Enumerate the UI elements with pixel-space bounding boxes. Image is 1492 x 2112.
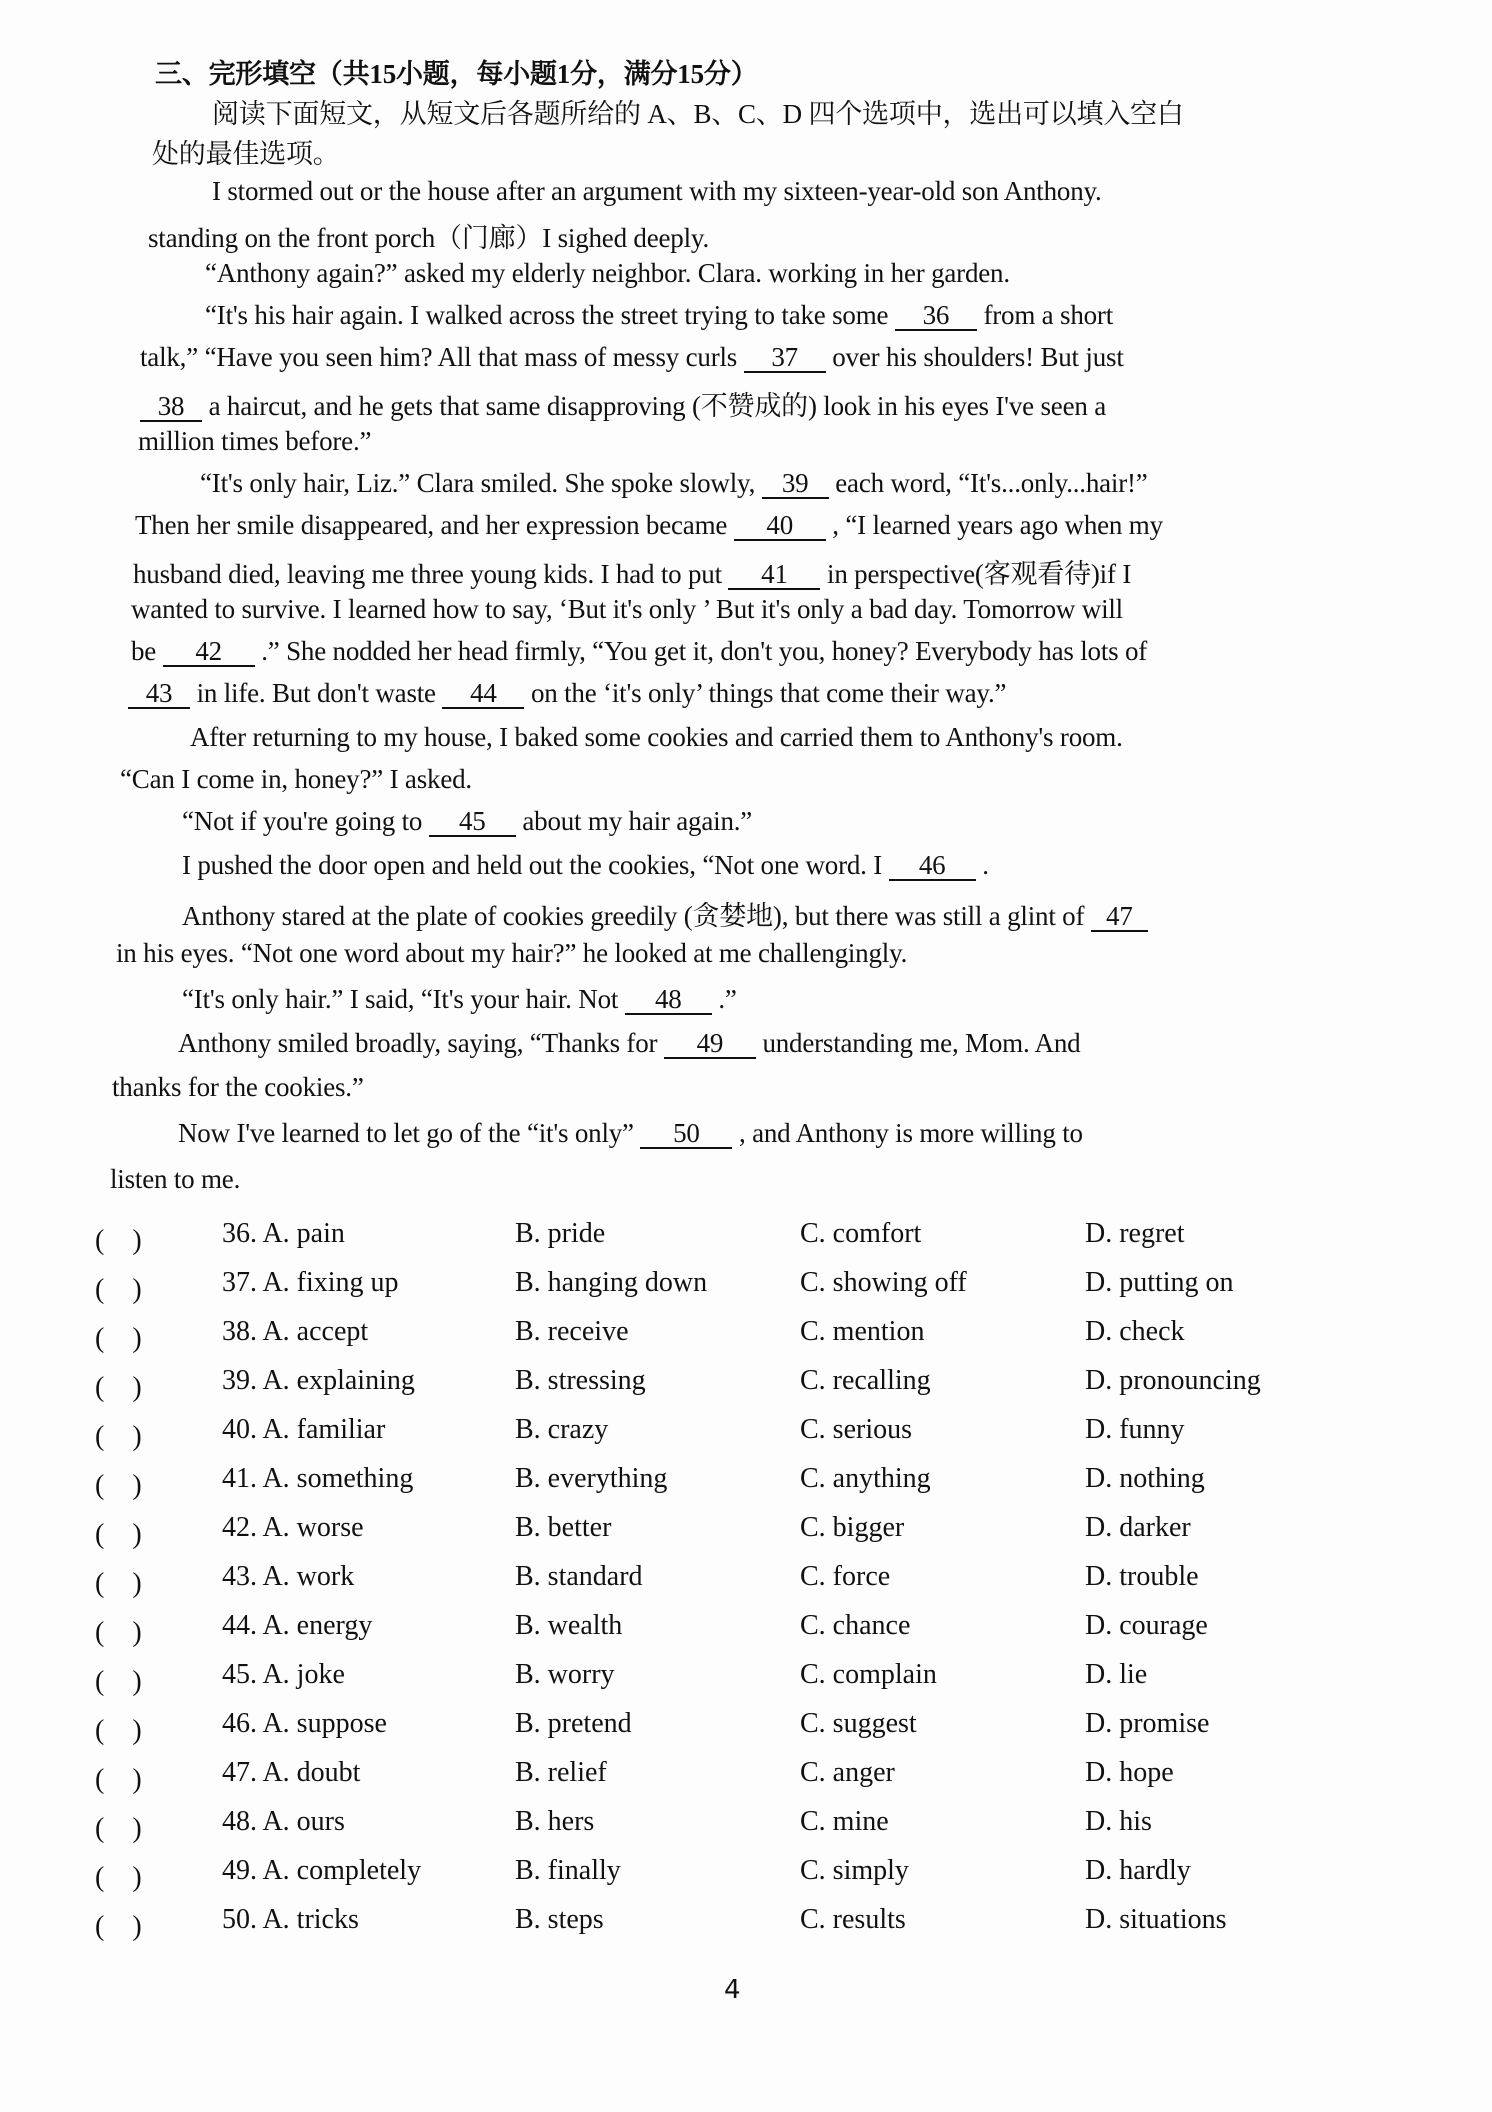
option-b: B. pride <box>515 1218 606 1249</box>
passage-text: in life. But don't waste <box>196 678 436 708</box>
option-d: D. darker <box>1085 1512 1191 1543</box>
option-c: C. results <box>800 1904 906 1935</box>
passage-text: from a short <box>983 300 1114 330</box>
passage-text: be <box>131 636 157 666</box>
passage-text: .” <box>718 984 737 1014</box>
passage-line: standing on the front porch（门廊）I sighed deeply. <box>148 223 709 253</box>
passage-text: over his shoulders! But just <box>832 342 1124 372</box>
passage-text: “It's only hair, Liz.” Clara smiled. She spoke slowly, <box>200 468 756 498</box>
option-d: D. putting on <box>1085 1267 1234 1298</box>
option-d: D. situations <box>1085 1904 1227 1935</box>
passage-text: in perspective(客观看待)if I <box>827 559 1132 589</box>
blank-38: 38 <box>140 393 202 422</box>
passage-line: thanks for the cookies.” <box>112 1072 364 1102</box>
blank-45: 45 <box>429 808 516 837</box>
option-b: B. stressing <box>515 1365 646 1396</box>
option-b: B. worry <box>515 1659 615 1690</box>
answer-paren[interactable]: ( ) <box>95 1715 142 1746</box>
option-a: 46. A. suppose <box>222 1708 387 1739</box>
passage-text: , and Anthony is more willing to <box>738 1118 1083 1148</box>
passage-text: “It's his hair again. I walked across the street trying to take some <box>205 300 889 330</box>
passage-line <box>135 510 1163 541</box>
option-d: D. funny <box>1085 1414 1185 1445</box>
passage-line <box>200 468 1148 499</box>
blank-42: 42 <box>163 638 255 667</box>
passage-text: each word, “It's...only...hair!” <box>835 468 1148 498</box>
passage-line <box>140 342 1124 373</box>
option-a: 37. A. fixing up <box>222 1267 399 1298</box>
passage-text: talk,” “Have you seen him? All that mass of messy curls <box>140 342 738 372</box>
passage-text: . <box>982 850 989 880</box>
option-c: C. showing off <box>800 1267 967 1298</box>
instructions-line-1: 阅读下面短文，从短文后各题所给的 A、B、C、D 四个选项中，选出可以填入空白 <box>212 99 1184 129</box>
option-d: D. nothing <box>1085 1463 1205 1494</box>
passage-line: listen to me. <box>110 1164 241 1194</box>
blank-41: 41 <box>728 561 820 590</box>
option-b: B. wealth <box>515 1610 623 1641</box>
option-b: B. pretend <box>515 1708 632 1739</box>
option-a: 42. A. worse <box>222 1512 364 1543</box>
option-c: C. mine <box>800 1806 889 1837</box>
option-d: D. check <box>1085 1316 1185 1347</box>
option-b: B. better <box>515 1512 612 1543</box>
answer-paren[interactable]: ( ) <box>95 1372 142 1403</box>
answer-paren[interactable]: ( ) <box>95 1519 142 1550</box>
passage-text: , “I learned years ago when my <box>832 510 1163 540</box>
blank-43: 43 <box>128 680 190 709</box>
blank-37: 37 <box>744 344 826 373</box>
blank-50: 50 <box>640 1120 732 1149</box>
passage-text: “Not if you're going to <box>182 806 423 836</box>
blank-49: 49 <box>664 1030 756 1059</box>
answer-paren[interactable]: ( ) <box>95 1764 142 1795</box>
option-a: 48. A. ours <box>222 1806 345 1837</box>
option-c: C. suggest <box>800 1708 917 1739</box>
blank-39: 39 <box>762 470 829 499</box>
answer-paren[interactable]: ( ) <box>95 1862 142 1893</box>
blank-44: 44 <box>442 680 524 709</box>
option-a: 44. A. energy <box>222 1610 373 1641</box>
option-b: B. everything <box>515 1463 668 1494</box>
page-number: 4 <box>724 1975 741 2005</box>
answer-paren[interactable]: ( ) <box>95 1225 142 1256</box>
option-a: 47. A. doubt <box>222 1757 361 1788</box>
option-c: C. chance <box>800 1610 911 1641</box>
question-row-50 <box>0 1904 1492 1948</box>
passage-text: about my hair again.” <box>522 806 753 836</box>
passage-line <box>131 636 1147 667</box>
answer-paren[interactable]: ( ) <box>95 1421 142 1452</box>
option-b: B. relief <box>515 1757 607 1788</box>
option-c: C. serious <box>800 1414 912 1445</box>
option-d: D. pronouncing <box>1085 1365 1261 1396</box>
passage-text: Anthony stared at the plate of cookies greedily (贪婪地), but there was still a glint of <box>182 901 1085 931</box>
option-d: D. hardly <box>1085 1855 1191 1886</box>
passage-line <box>182 984 737 1015</box>
question-row-41 <box>0 1463 1492 1507</box>
question-row-49 <box>0 1855 1492 1899</box>
option-c: C. complain <box>800 1659 937 1690</box>
option-b: B. standard <box>515 1561 643 1592</box>
question-row-45 <box>0 1659 1492 1703</box>
passage-text: Anthony smiled broadly, saying, “Thanks for <box>178 1028 658 1058</box>
option-a: 45. A. joke <box>222 1659 345 1690</box>
instructions-line-2: 处的最佳选项。 <box>152 139 340 169</box>
passage-text: on the ‘it's only’ things that come their way.” <box>530 678 1007 708</box>
passage-line <box>182 850 989 881</box>
option-b: B. hers <box>515 1806 595 1837</box>
blank-48: 48 <box>625 986 712 1015</box>
answer-paren[interactable]: ( ) <box>95 1666 142 1697</box>
blank-46: 46 <box>889 852 976 881</box>
passage-text: Now I've learned to let go of the “it's only” <box>178 1118 634 1148</box>
option-a: 38. A. accept <box>222 1316 369 1347</box>
passage-line: million times before.” <box>138 426 372 456</box>
blank-40: 40 <box>734 512 826 541</box>
option-b: B. steps <box>515 1904 604 1935</box>
passage-line <box>133 552 1131 591</box>
passage-text: understanding me, Mom. And <box>762 1028 1081 1058</box>
option-d: D. regret <box>1085 1218 1185 1249</box>
option-a: 40. A. familiar <box>222 1414 386 1445</box>
passage-line: I stormed out or the house after an argument with my sixteen-year-old son Anthony. <box>212 176 1102 206</box>
passage-line: “Anthony again?” asked my elderly neighbor. Clara. working in her garden. <box>205 258 1010 288</box>
passage-line <box>178 1028 1080 1059</box>
question-row-42 <box>0 1512 1492 1556</box>
option-c: C. bigger <box>800 1512 905 1543</box>
question-row-36 <box>0 1218 1492 1262</box>
section-title: 三、完形填空（共15小题，每小题1分，满分15分） <box>155 59 758 89</box>
question-row-47 <box>0 1757 1492 1801</box>
passage-text: Then her smile disappeared, and her expression became <box>135 510 728 540</box>
option-a: 39. A. explaining <box>222 1365 415 1396</box>
blank-36: 36 <box>895 302 977 331</box>
question-row-43 <box>0 1561 1492 1605</box>
option-b: B. hanging down <box>515 1267 708 1298</box>
passage-text: a haircut, and he gets that same disapproving (不赞成的) look in his eyes I've seen a <box>208 391 1106 421</box>
answer-paren[interactable]: ( ) <box>95 1274 142 1305</box>
passage-text: “It's only hair.” I said, “It's your hair. Not <box>182 984 619 1014</box>
question-row-44 <box>0 1610 1492 1654</box>
question-row-39 <box>0 1365 1492 1409</box>
option-a: 49. A. completely <box>222 1855 422 1886</box>
option-c: C. anger <box>800 1757 895 1788</box>
option-c: C. recalling <box>800 1365 931 1396</box>
option-d: D. promise <box>1085 1708 1210 1739</box>
answer-paren[interactable]: ( ) <box>95 1568 142 1599</box>
option-b: B. finally <box>515 1855 621 1886</box>
passage-line <box>128 678 1006 709</box>
answer-paren[interactable]: ( ) <box>95 1617 142 1648</box>
passage-line: After returning to my house, I baked some cookies and carried them to Anthony's room. <box>190 722 1123 752</box>
answer-paren[interactable]: ( ) <box>95 1470 142 1501</box>
passage-text: I pushed the door open and held out the cookies, “Not one word. I <box>182 850 883 880</box>
passage-line <box>182 806 752 837</box>
option-d: D. courage <box>1085 1610 1208 1641</box>
option-c: C. anything <box>800 1463 931 1494</box>
passage-text: husband died, leaving me three young kids. I had to put <box>133 559 722 589</box>
option-a: 36. A. pain <box>222 1218 345 1249</box>
answer-paren[interactable]: ( ) <box>95 1813 142 1844</box>
option-d: D. his <box>1085 1806 1152 1837</box>
option-d: D. trouble <box>1085 1561 1199 1592</box>
option-c: C. simply <box>800 1855 909 1886</box>
passage-text: .” She nodded her head firmly, “You get it, don't you, honey? Everybody has lots of <box>261 636 1148 666</box>
question-row-40 <box>0 1414 1492 1458</box>
blank-47: 47 <box>1091 903 1148 932</box>
option-a: 41. A. something <box>222 1463 414 1494</box>
passage-line <box>182 894 1148 933</box>
passage-line <box>140 384 1106 423</box>
option-c: C. mention <box>800 1316 925 1347</box>
option-b: B. receive <box>515 1316 629 1347</box>
option-a: 50. A. tricks <box>222 1904 359 1935</box>
passage-line: “Can I come in, honey?” I asked. <box>120 764 472 794</box>
option-d: D. lie <box>1085 1659 1148 1690</box>
passage-line: wanted to survive. I learned how to say, ‘But it's only ’ But it's only a bad day. Tomorrow will <box>131 594 1123 624</box>
passage-line: in his eyes. “Not one word about my hair?” he looked at me challengingly. <box>116 938 908 968</box>
answer-paren[interactable]: ( ) <box>95 1911 142 1942</box>
answer-paren[interactable]: ( ) <box>95 1323 142 1354</box>
question-row-37 <box>0 1267 1492 1311</box>
option-b: B. crazy <box>515 1414 609 1445</box>
option-c: C. force <box>800 1561 891 1592</box>
question-row-46 <box>0 1708 1492 1752</box>
passage-line <box>205 300 1113 331</box>
option-a: 43. A. work <box>222 1561 355 1592</box>
passage-line <box>178 1118 1083 1149</box>
question-row-48 <box>0 1806 1492 1850</box>
question-row-38 <box>0 1316 1492 1360</box>
option-c: C. comfort <box>800 1218 922 1249</box>
option-d: D. hope <box>1085 1757 1174 1788</box>
